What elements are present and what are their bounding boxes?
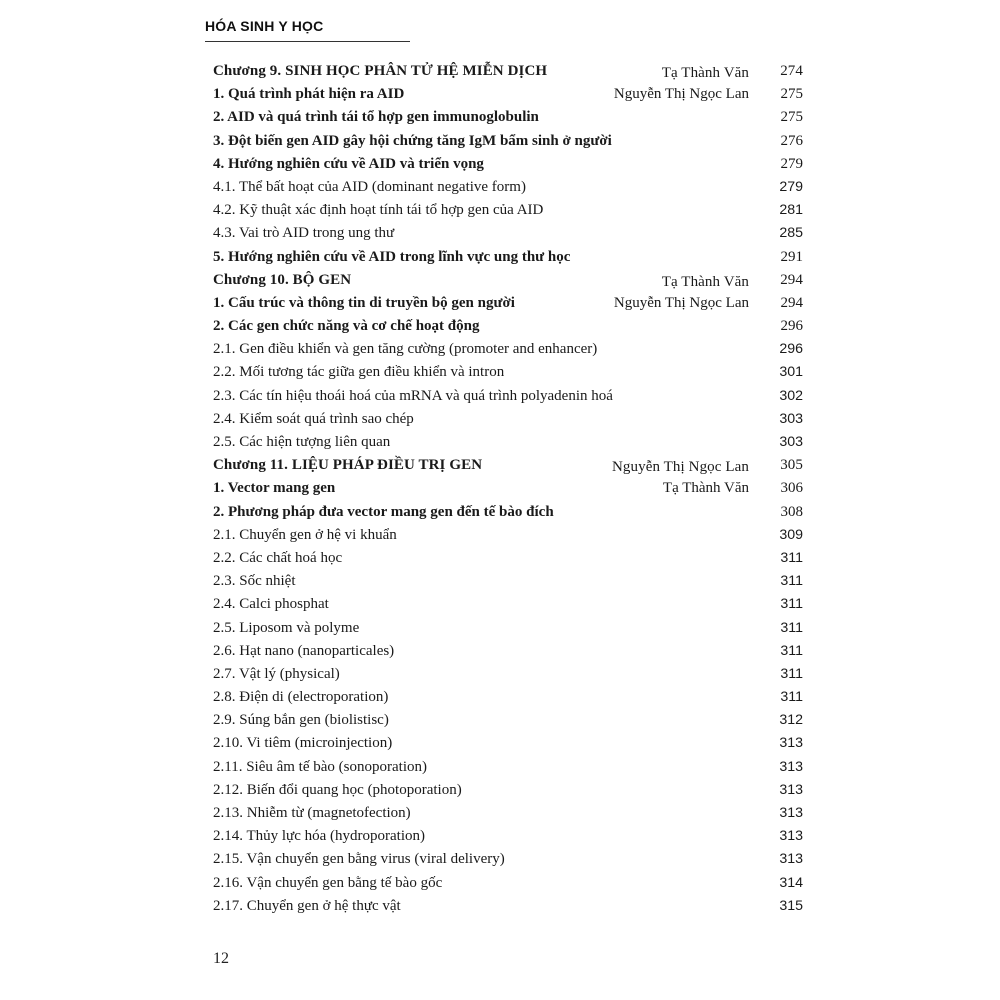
toc-subsection-entry: [213, 222, 803, 245]
toc-entry-page: 311: [780, 642, 803, 659]
toc-entry-page: 311: [780, 619, 803, 636]
toc-entry-title: 2.4. Kiểm soát quá trình sao chép: [213, 410, 414, 427]
toc-entry-title: Chương 9. SINH HỌC PHÂN TỬ HỆ MIỄN DỊCH: [213, 63, 548, 79]
toc-entry-title: 3. Đột biến gen AID gây hội chứng tăng IgM bẩm sinh ở người: [213, 132, 612, 149]
toc-entry-title: 4.1. Thể bất hoạt của AID (dominant negative form): [213, 178, 526, 195]
toc-entry-page: 315: [779, 897, 803, 914]
toc-subsection-entry: [213, 732, 803, 755]
toc-entry-title: 2.9. Súng bắn gen (biolistisc): [213, 712, 389, 729]
toc-entry-page: 313: [779, 828, 803, 845]
toc-subsection-entry: [213, 802, 803, 825]
toc-entry-title: Chương 11. LIỆU PHÁP ĐIỀU TRỊ GEN: [213, 457, 483, 474]
header-rule: [205, 41, 410, 42]
toc-section-entry: [213, 130, 803, 153]
toc-entry-author: Tạ Thành Văn: [662, 480, 749, 497]
toc-entry-page: 276: [780, 132, 803, 149]
toc-entry-page: 313: [779, 781, 803, 798]
toc-entry-title: 4.2. Kỹ thuật xác định hoạt tính tái tổ hợp gen của AID: [213, 202, 544, 219]
toc-subsection-entry: [213, 176, 803, 199]
toc-entry-page: 279: [779, 178, 803, 195]
toc-entry-title: 2.12. Biến đổi quang học (photoporation): [213, 781, 462, 798]
toc-entry-title: 4. Hướng nghiên cứu về AID và triển vọng: [213, 155, 484, 172]
toc-entry-title: 2.13. Nhiễm từ (magnetofection): [213, 805, 411, 821]
toc-entry-title: 2.15. Vận chuyển gen bằng virus (viral delivery): [213, 851, 505, 868]
toc-chapter-entry: [213, 454, 803, 477]
toc-subsection-entry: [213, 686, 803, 709]
toc-entry-page: 314: [779, 874, 803, 891]
toc-entry-author: Tạ Thành Văn: [661, 65, 749, 81]
toc-entry-title: 1. Quá trình phát hiện ra AID: [213, 86, 405, 103]
toc-entry-title: 2.1. Gen điều khiển và gen tăng cường (promoter and enhancer): [213, 341, 598, 358]
toc-section-entry: [213, 315, 803, 338]
toc-entry-page: 281: [779, 202, 803, 219]
toc-entry-title: 2.14. Thủy lực hóa (hydroporation): [213, 828, 425, 845]
toc-entry-title: 2.11. Siêu âm tế bào (sonoporation): [213, 758, 427, 775]
toc-entry-page: 308: [780, 503, 803, 520]
toc-entry-page: 311: [780, 573, 803, 590]
toc-subsection-entry: [213, 431, 803, 454]
toc-entry-title: 1. Vector mang gen: [213, 480, 336, 497]
toc-subsection-entry: [213, 825, 803, 848]
toc-entry-page: 294: [780, 271, 803, 288]
toc-entry-author: Nguyễn Thị Ngọc Lan: [613, 294, 749, 311]
toc-entry-page: 291: [780, 248, 803, 265]
toc-entry-title: 2.4. Calci phosphat: [213, 596, 329, 613]
toc-entry-page: 274: [780, 63, 803, 79]
toc-entry-page: 279: [780, 155, 803, 172]
toc-entry-page: 311: [780, 665, 803, 682]
toc-section-entry: [213, 501, 803, 524]
toc-subsection-entry: [213, 895, 803, 918]
toc-subsection-entry: [213, 593, 803, 616]
toc-entry-page: 301: [779, 364, 803, 381]
toc-entry-page: 275: [780, 86, 803, 103]
toc-entry-page: 306: [780, 480, 803, 497]
toc-entry-page: 285: [779, 225, 803, 242]
toc-subsection-entry: [213, 663, 803, 686]
toc-subsection-entry: [213, 361, 803, 384]
toc-entry-page: 296: [779, 341, 803, 358]
toc-entry-page: 294: [780, 294, 803, 311]
toc-subsection-entry: [213, 408, 803, 431]
toc-entry-title: 2.8. Điện di (electroporation): [213, 689, 389, 706]
toc-entry-title: 2.6. Hạt nano (nanoparticales): [213, 642, 395, 659]
toc-entry-author: Nguyễn Thị Ngọc Lan: [613, 86, 749, 103]
toc-entry-title: 2.7. Vật lý (physical): [213, 665, 340, 682]
toc-entry-page: 311: [780, 689, 803, 706]
toc-subsection-entry: [213, 640, 803, 663]
toc-entry-title: 2.3. Sốc nhiệt: [213, 573, 296, 590]
toc-subsection-entry: [213, 524, 803, 547]
toc-entry-title: Chương 10. BỘ GEN: [213, 271, 352, 288]
toc-entry-page: 302: [779, 387, 803, 404]
toc-subsection-entry: [213, 617, 803, 640]
toc-section-entry: [213, 153, 803, 176]
toc-subsection-entry: [213, 570, 803, 593]
toc-entry-title: 2.2. Mối tương tác giữa gen điều khiển và intron: [213, 364, 505, 381]
toc-entry-page: 311: [780, 596, 803, 613]
toc-entry-page: 313: [779, 805, 803, 821]
toc-chapter-entry: [213, 60, 803, 83]
toc-subsection-entry: [213, 199, 803, 222]
table-of-contents: [213, 60, 803, 918]
toc-entry-title: 1. Cấu trúc và thông tin di truyền bộ gen người: [213, 294, 515, 311]
toc-section-entry: [213, 292, 803, 315]
toc-section-entry: [213, 106, 803, 129]
toc-entry-page: 303: [779, 434, 803, 450]
toc-entry-title: 2. AID và quá trình tái tổ hợp gen immunoglobulin: [213, 109, 539, 126]
toc-entry-title: 2.5. Liposom và polyme: [213, 619, 360, 636]
toc-entry-title: 2.10. Vi tiêm (microinjection): [213, 735, 393, 752]
toc-subsection-entry: [213, 756, 803, 779]
toc-chapter-entry: [213, 269, 803, 292]
toc-section-entry: [213, 477, 803, 500]
toc-entry-page: 313: [779, 758, 803, 775]
toc-entry-title: 2. Phương pháp đưa vector mang gen đến tế bào đích: [213, 503, 554, 520]
running-header: HÓA SINH Y HỌC: [205, 18, 324, 34]
toc-subsection-entry: [213, 872, 803, 895]
toc-entry-author: Nguyễn Thị Ngọc Lan: [611, 459, 749, 476]
toc-entry-title: 2.17. Chuyển gen ở hệ thực vật: [213, 897, 401, 914]
toc-entry-title: 5. Hướng nghiên cứu về AID trong lĩnh vực ung thư học: [213, 248, 571, 265]
toc-entry-title: 2.1. Chuyển gen ở hệ vi khuẩn: [213, 526, 397, 543]
toc-section-entry: [213, 83, 803, 106]
toc-entry-page: 275: [780, 109, 803, 126]
toc-entry-page: 296: [780, 318, 803, 335]
toc-entry-page: 313: [779, 851, 803, 868]
toc-section-entry: [213, 246, 803, 269]
toc-entry-title: 2.3. Các tín hiệu thoái hoá của mRNA và quá trình polyadenin hoá: [213, 387, 613, 404]
toc-entry-page: 303: [779, 410, 803, 427]
toc-entry-author: Tạ Thành Văn: [661, 273, 749, 290]
toc-entry-page: 305: [780, 457, 803, 474]
toc-subsection-entry: [213, 338, 803, 361]
toc-subsection-entry: [213, 709, 803, 732]
toc-subsection-entry: [213, 848, 803, 871]
toc-subsection-entry: [213, 547, 803, 570]
page-number: 12: [213, 950, 229, 967]
toc-entry-title: 4.3. Vai trò AID trong ung thư: [213, 225, 395, 242]
toc-entry-page: 313: [779, 735, 803, 752]
toc-subsection-entry: [213, 779, 803, 802]
toc-entry-title: 2.5. Các hiện tượng liên quan: [213, 434, 391, 450]
toc-entry-page: 311: [780, 549, 803, 566]
toc-entry-title: 2.16. Vận chuyển gen bằng tế bào gốc: [213, 874, 443, 891]
toc-entry-title: 2.2. Các chất hoá học: [213, 549, 343, 566]
toc-entry-page: 309: [779, 526, 803, 543]
toc-entry-title: 2. Các gen chức năng và cơ chế hoạt động: [213, 318, 480, 335]
toc-entry-page: 312: [779, 712, 803, 729]
toc-subsection-entry: [213, 385, 803, 408]
